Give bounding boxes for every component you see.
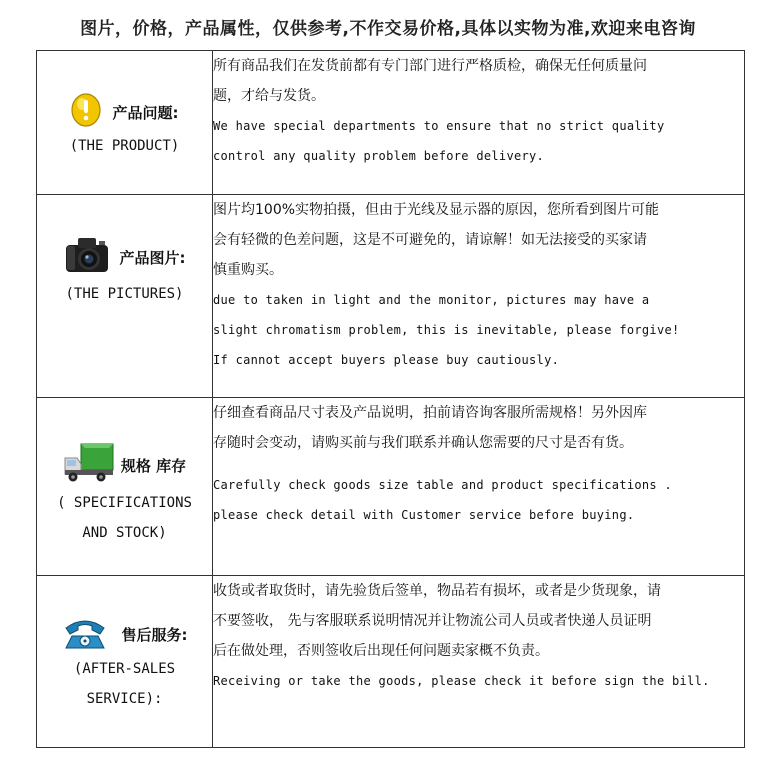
row-text-cn-line: 不要签收， 先与客服联系说明情况并让物流公司人员或者快递人员证明: [213, 613, 652, 629]
row-text-en-line: control any quality problem before delivery.: [213, 149, 545, 163]
row-text-cn-line: 后在做处理，否则签收后出现任何问题卖家概不负责。: [213, 643, 549, 659]
telephone-icon: [62, 614, 108, 654]
row-text-en-line: If cannot accept buyers please buy cautiously.: [213, 353, 560, 367]
row-text-cn-line: 仔细查看商品尺寸表及产品说明，拍前请咨询客服所需规格！另外因库: [213, 405, 647, 421]
row-text-en-line: Carefully check goods size table and product specifications .: [213, 478, 673, 492]
row-content-cell: [213, 398, 745, 576]
table-row-pictures: [37, 195, 745, 398]
row-content-cell: [213, 51, 745, 195]
row-label-en: SERVICE):: [86, 691, 163, 707]
table-row-specifications: [37, 398, 745, 576]
delivery-truck-icon: [63, 442, 115, 488]
row-text-cn-line: 会有轻微的色差问题，这是不可避免的，请谅解！如无法接受的买家请: [213, 232, 647, 248]
row-label-cell: [37, 398, 213, 576]
table-row-after-sales: [37, 576, 745, 748]
row-label-cell: [37, 51, 213, 195]
row-text-en-line: Receiving or take the goods, please check it before sign the bill.: [213, 674, 710, 688]
row-text-cn-line: 收货或者取货时，请先验货后签单，物品若有损坏，或者是少货现象，请: [213, 583, 661, 599]
row-label-cn: 售后服务:: [121, 625, 188, 644]
row-label-en: (THE PICTURES): [65, 286, 184, 302]
row-text-cn-line: 存随时会变动，请购买前与我们联系并确认您需要的尺寸是否有货。: [213, 435, 633, 451]
row-label-en: AND STOCK): [82, 525, 167, 541]
row-text-en-line: slight chromatism problem, this is inevitable, please forgive!: [213, 323, 680, 337]
row-text-cn-line: 所有商品我们在发货前都有专门部门进行严格质检，确保无任何质量问: [213, 58, 647, 74]
row-text-en-line: please check detail with Customer service before buying.: [213, 508, 635, 522]
row-text-en-line: We have special departments to ensure that no strict quality: [213, 119, 665, 133]
row-label-cell: [37, 576, 213, 748]
row-text-cn-line: 题，才给与发货。: [213, 88, 325, 104]
row-content-cell: [213, 195, 745, 398]
page-title: 图片，价格，产品属性，仅供参考,不作交易价格,具体以实物为准,欢迎来电咨询: [80, 19, 696, 39]
row-content-cell: [213, 576, 745, 748]
info-table: [36, 50, 745, 748]
row-label-cell: [37, 195, 213, 398]
row-label-en: (THE PRODUCT): [69, 138, 180, 154]
row-text-cn-line: 图片均100%实物拍摄，但由于光线及显示器的原因，您所看到图片可能: [213, 202, 660, 218]
row-label-en: (AFTER-SALES: [73, 661, 176, 677]
row-label-cn: 规格 库存: [120, 456, 187, 475]
warning-icon: [71, 93, 101, 131]
camera-icon: [64, 235, 110, 279]
row-label-en: ( SPECIFICATIONS: [57, 495, 192, 511]
table-row-product: [37, 51, 745, 195]
row-label-cn: 产品图片:: [119, 248, 186, 267]
row-text-en-line: due to taken in light and the monitor, pictures may have a: [213, 293, 650, 307]
row-label-cn: 产品问题:: [112, 103, 179, 122]
row-text-cn-line: 慎重购买。: [213, 262, 283, 278]
